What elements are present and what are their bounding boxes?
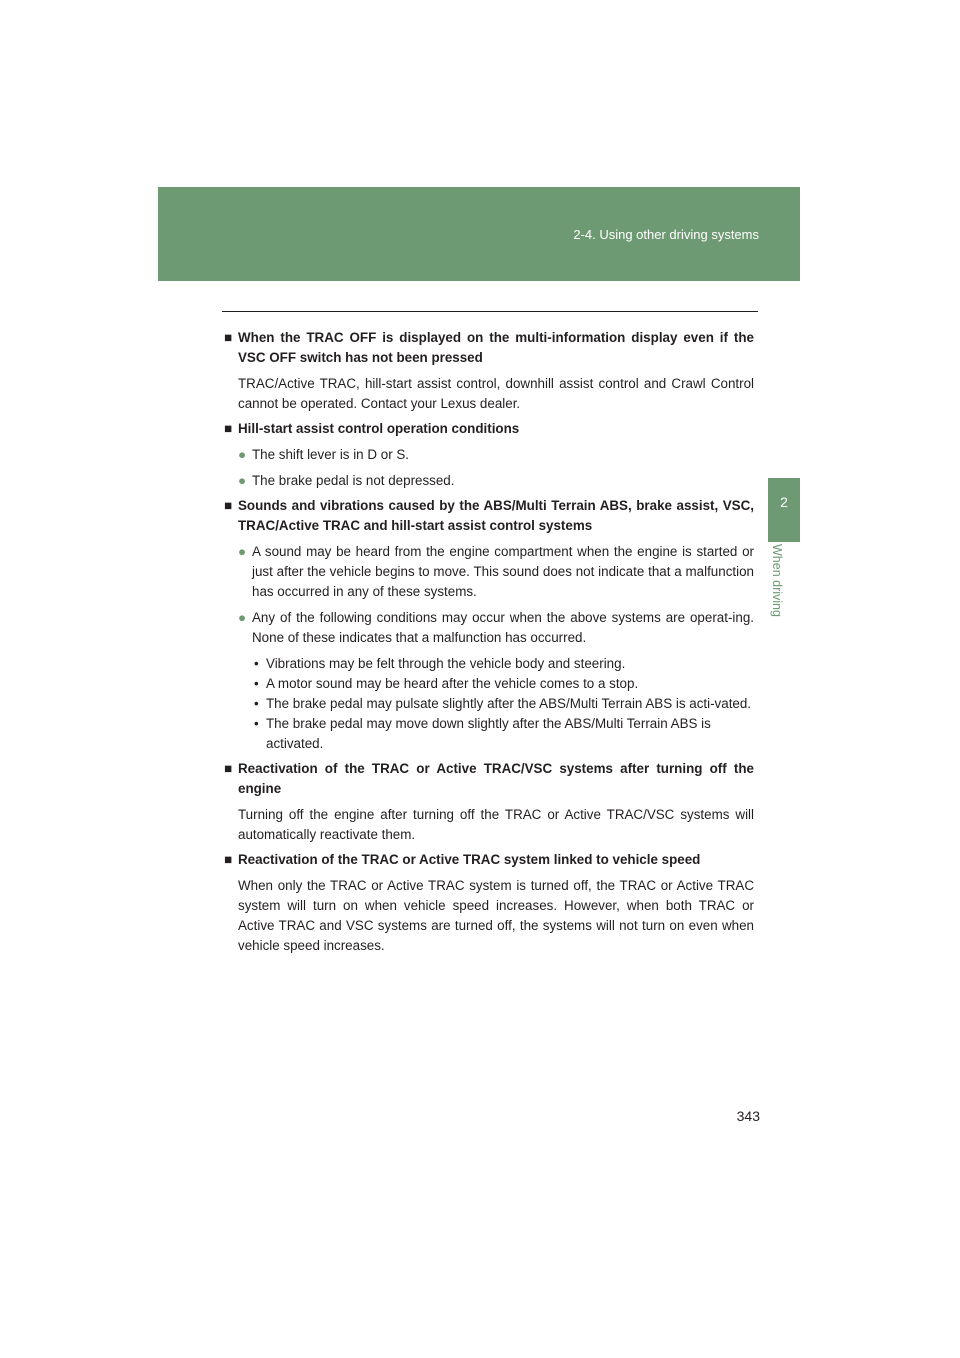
sub-list-item-text: Vibrations may be felt through the vehicle body and steering. bbox=[266, 656, 626, 671]
small-bullet-icon: • bbox=[254, 696, 259, 711]
sub-list-item bbox=[224, 654, 754, 674]
section-heading-text: Hill-start assist control operation conditions bbox=[238, 421, 520, 436]
list-item-text: A sound may be heard from the engine compartment when the engine is started or just after the vehicle begins to move. This sound does not indicate that a malfunction has occurred in any of these systems. bbox=[252, 544, 754, 599]
section-body: TRAC/Active TRAC, hill-start assist control, downhill assist control and Crawl Control cannot be operated. Contact your Lexus dealer. bbox=[238, 376, 754, 411]
list-item-text: The brake pedal is not depressed. bbox=[252, 473, 455, 488]
section-heading bbox=[224, 850, 754, 870]
square-bullet-icon: ■ bbox=[224, 421, 233, 436]
sub-list-item bbox=[224, 714, 754, 754]
small-bullet-icon: • bbox=[254, 656, 259, 671]
square-bullet-icon: ■ bbox=[224, 498, 233, 513]
section-reactivation-speed bbox=[224, 850, 754, 956]
square-bullet-icon: ■ bbox=[224, 330, 233, 345]
divider-rule bbox=[222, 311, 758, 312]
list-item bbox=[224, 471, 754, 491]
section-body: When only the TRAC or Active TRAC system is turned off, the TRAC or Active TRAC system will turn on when vehicle speed increases. However, when both TRAC or Active TRAC and VSC systems are turned off, the systems will not turn on even when vehicle speed increases. bbox=[238, 878, 754, 953]
section-heading bbox=[224, 328, 754, 368]
round-bullet-icon: ● bbox=[238, 447, 247, 462]
section-heading-text: When the TRAC OFF is displayed on the multi-information display even if the VSC OFF switch has not been pressed bbox=[238, 330, 754, 365]
page-number: 343 bbox=[736, 1108, 760, 1124]
sub-list-item-text: A motor sound may be heard after the vehicle comes to a stop. bbox=[266, 676, 639, 691]
section-heading-text: Reactivation of the TRAC or Active TRAC system linked to vehicle speed bbox=[238, 852, 701, 867]
sub-list-item-text: The brake pedal may pulsate slightly after the ABS/Multi Terrain ABS is acti-vated. bbox=[266, 696, 752, 711]
list-item-text: The shift lever is in D or S. bbox=[252, 447, 410, 462]
small-bullet-icon: • bbox=[254, 676, 259, 691]
list-item-text: Any of the following conditions may occur when the above systems are operat-ing. None of these indicates that a malfunction has occurred. bbox=[252, 610, 754, 645]
section-header-band bbox=[158, 187, 800, 281]
chapter-tab bbox=[768, 478, 800, 542]
small-bullet-icon: • bbox=[254, 716, 259, 731]
sub-list-item bbox=[224, 694, 754, 714]
section-body: Turning off the engine after turning off the TRAC or Active TRAC/VSC systems will automatically reactivate them. bbox=[238, 807, 754, 842]
section-heading-text: Reactivation of the TRAC or Active TRAC/VSC systems after turning off the engine bbox=[238, 761, 754, 796]
list-item bbox=[224, 445, 754, 465]
section-hill-start-conditions bbox=[224, 419, 754, 491]
section-sounds-vibrations bbox=[224, 496, 754, 754]
chapter-number: 2 bbox=[780, 494, 788, 510]
sub-list bbox=[224, 654, 754, 754]
section-heading bbox=[224, 496, 754, 536]
sub-list-item bbox=[224, 674, 754, 694]
round-bullet-icon: ● bbox=[238, 610, 247, 625]
section-heading-text: Sounds and vibrations caused by the ABS/Multi Terrain ABS, brake assist, VSC, TRAC/Active TRAC and hill-start assist control systems bbox=[238, 498, 754, 533]
section-trac-off-display bbox=[224, 328, 754, 414]
chapter-label: When driving bbox=[770, 544, 784, 617]
section-reactivation-engine bbox=[224, 759, 754, 845]
round-bullet-icon: ● bbox=[238, 473, 247, 488]
section-heading bbox=[224, 419, 754, 439]
section-heading bbox=[224, 759, 754, 799]
sub-list-item-text: The brake pedal may move down slightly after the ABS/Multi Terrain ABS is activated. bbox=[266, 716, 711, 751]
round-bullet-icon: ● bbox=[238, 544, 247, 559]
list-item bbox=[224, 542, 754, 602]
section-title: 2-4. Using other driving systems bbox=[573, 227, 759, 242]
list-item bbox=[224, 608, 754, 648]
square-bullet-icon: ■ bbox=[224, 761, 233, 776]
page-content bbox=[224, 328, 754, 961]
square-bullet-icon: ■ bbox=[224, 852, 233, 867]
